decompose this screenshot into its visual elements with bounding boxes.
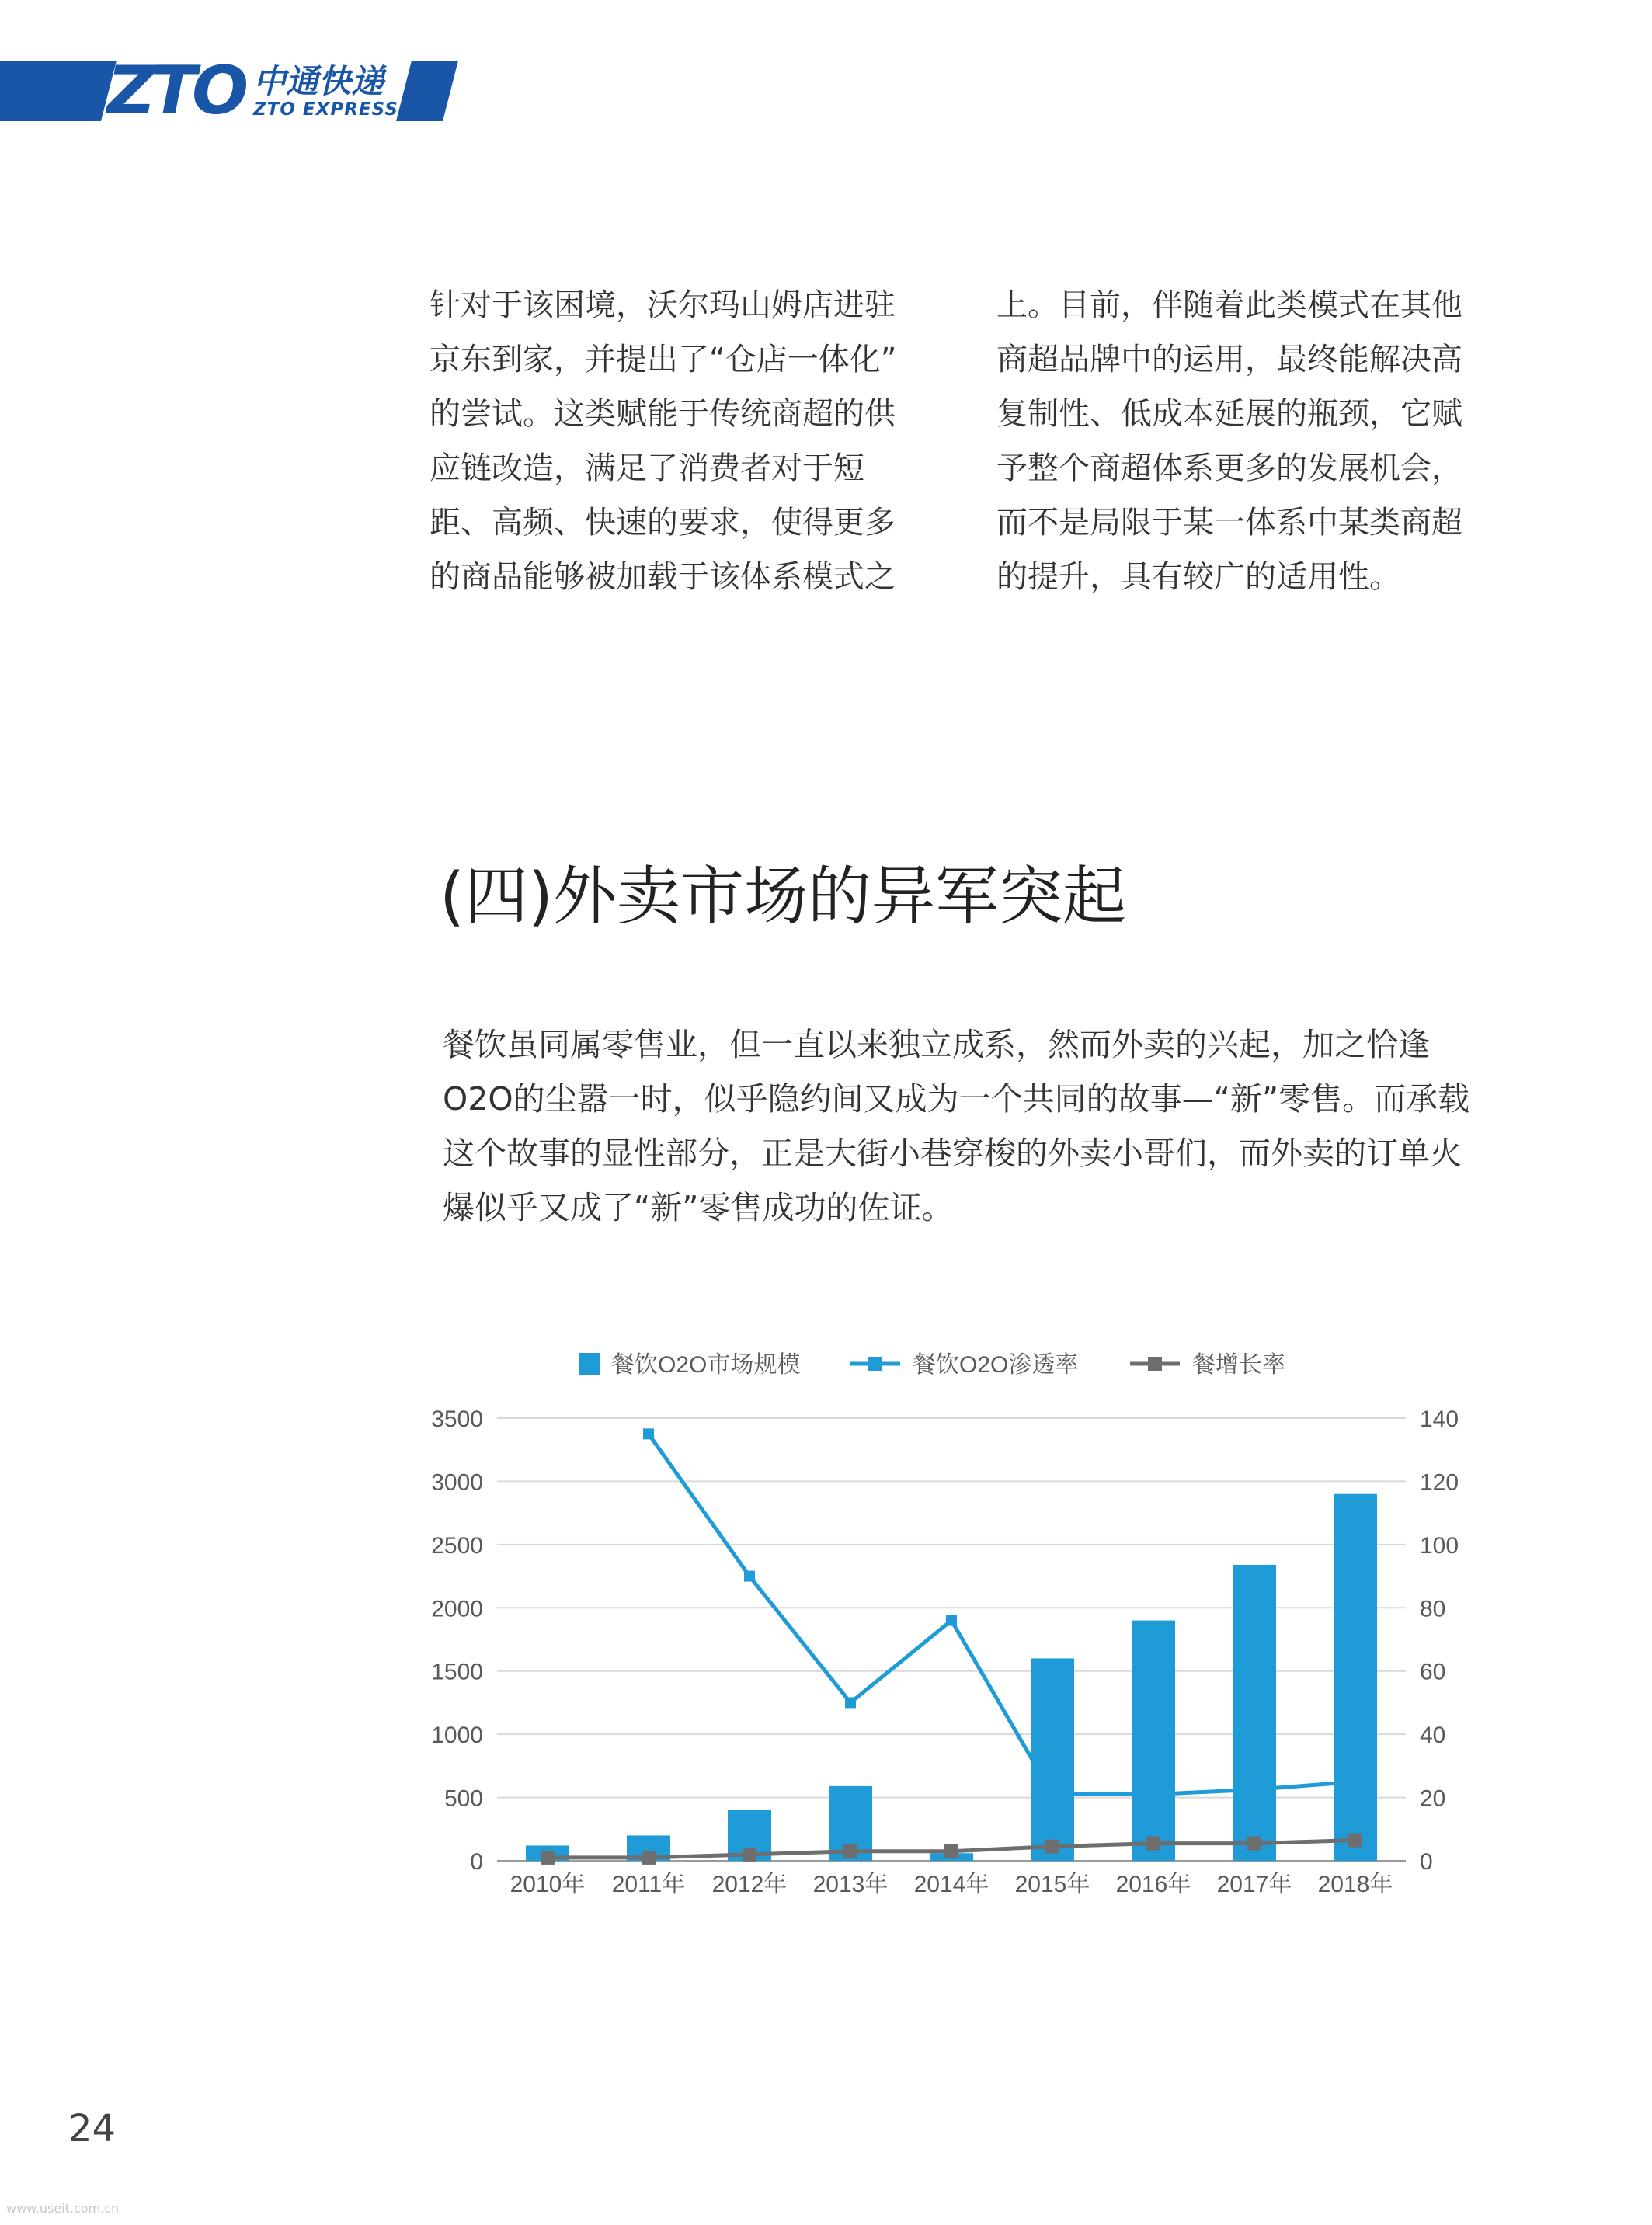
x-tick-label: 2016年 (1115, 1872, 1191, 1897)
line-point (1148, 1789, 1159, 1800)
line-point (1247, 1837, 1261, 1851)
line-point (642, 1851, 656, 1865)
y-left-tick-label: 500 (443, 1785, 483, 1812)
line-point (1350, 1776, 1361, 1787)
y-left-tick-label: 2000 (431, 1596, 483, 1622)
page-number: 24 (68, 2107, 117, 2150)
legend-label: 餐饮O2O市场规模 (611, 1352, 801, 1378)
y-left-tick-label: 0 (470, 1849, 483, 1875)
text-line: 的商品能够被加载于该体系模式之 (430, 559, 896, 595)
y-right-tick-label: 100 (1420, 1532, 1459, 1559)
bar (1233, 1565, 1276, 1861)
text-line: 这个故事的显性部分，正是大街小巷穿梭的外卖小哥们，而外卖的订单火 (443, 1135, 1462, 1172)
section-title: (四)外卖市场的异军突起 (440, 860, 1126, 933)
text-line: 距、高频、快速的要求，使得更多 (430, 505, 896, 541)
y-right-tick-label: 0 (1420, 1849, 1433, 1875)
line-point (1146, 1837, 1160, 1851)
text-line: 复制性、低成本延展的瓶颈，它赋 (996, 396, 1462, 432)
text-line: 予整个商超体系更多的发展机会， (996, 450, 1462, 486)
y-right-tick-label: 80 (1420, 1596, 1446, 1622)
y-left-tick-label: 1000 (431, 1723, 483, 1749)
chart (419, 1344, 1460, 1918)
text-column-right (996, 278, 1494, 604)
text-line: 的提升，具有较广的适用性。 (996, 559, 1400, 595)
y-left-tick-label: 3500 (431, 1406, 483, 1432)
combo-chart (419, 1344, 1460, 1918)
x-tick-label: 2015年 (1014, 1872, 1090, 1897)
bar (1334, 1494, 1377, 1861)
text-line: 的尝试。这类赋能于传统商超的供 (430, 396, 896, 432)
line-point (643, 1428, 654, 1439)
text-line: O2O的尘嚣一时，似乎隐约间又成为一个共同的故事—“新”零售。而承载 (443, 1080, 1470, 1118)
x-tick-label: 2017年 (1216, 1872, 1292, 1897)
text-line: 爆似乎又成了“新”零售成功的佐证。 (443, 1189, 954, 1226)
line-point (1045, 1840, 1059, 1854)
text-line: 商超品牌中的运用，最终能解决高 (996, 342, 1462, 377)
legend-label: 餐饮O2O渗透率 (913, 1352, 1079, 1378)
watermark: www.useit.com.cn (6, 2201, 120, 2216)
text-line: 京东到家，并提出了“仓店一体化” (430, 342, 897, 377)
y-right-tick-label: 120 (1420, 1469, 1459, 1496)
y-right-tick-label: 40 (1420, 1723, 1446, 1749)
text-line: 上。目前，伴随着此类模式在其他 (996, 287, 1462, 323)
line-point (845, 1697, 856, 1708)
text-line: 应链改造，满足了消费者对于短 (430, 450, 864, 486)
bar (1031, 1658, 1074, 1861)
text-line: 餐饮虽同属零售业，但一直以来独立成系，然而外卖的兴起，加之恰逢 (443, 1026, 1430, 1063)
line-point (944, 1844, 958, 1858)
bar (1132, 1621, 1175, 1861)
line-point (843, 1844, 857, 1858)
line-point (1348, 1834, 1362, 1848)
y-right-tick-label: 140 (1420, 1406, 1459, 1432)
intro-paragraph (443, 1017, 1483, 1235)
legend-swatch (579, 1353, 600, 1375)
line-point (743, 1848, 756, 1862)
line-point (1249, 1784, 1260, 1795)
text-column-left (430, 278, 927, 604)
logo-chinese-name: 中通快递 (253, 62, 384, 100)
line-point (1047, 1789, 1058, 1800)
y-left-tick-label: 2500 (431, 1532, 483, 1559)
line-point (541, 1851, 555, 1865)
y-right-tick-label: 20 (1420, 1785, 1446, 1812)
legend-marker (868, 1357, 882, 1371)
text-line: 而不是局限于某一体系中某类商超 (996, 505, 1462, 541)
legend-marker (1148, 1357, 1162, 1371)
x-tick-label: 2012年 (711, 1872, 788, 1897)
x-tick-label: 2018年 (1317, 1872, 1393, 1897)
x-tick-label: 2014年 (913, 1872, 989, 1897)
x-tick-label: 2011年 (611, 1872, 686, 1897)
text-line: 针对于该困境，沃尔玛山姆店进驻 (430, 287, 896, 323)
logo-mark: ZTO (107, 52, 245, 130)
y-left-tick-label: 3000 (431, 1469, 483, 1496)
legend-label: 餐增长率 (1192, 1352, 1285, 1378)
line-point (744, 1571, 755, 1582)
y-right-tick-label: 60 (1420, 1659, 1446, 1685)
line-point (946, 1615, 957, 1626)
y-left-tick-label: 1500 (431, 1659, 483, 1685)
logo-english-name: ZTO EXPRESS (253, 99, 398, 120)
x-tick-label: 2013年 (812, 1872, 889, 1897)
x-tick-label: 2010年 (510, 1872, 586, 1897)
